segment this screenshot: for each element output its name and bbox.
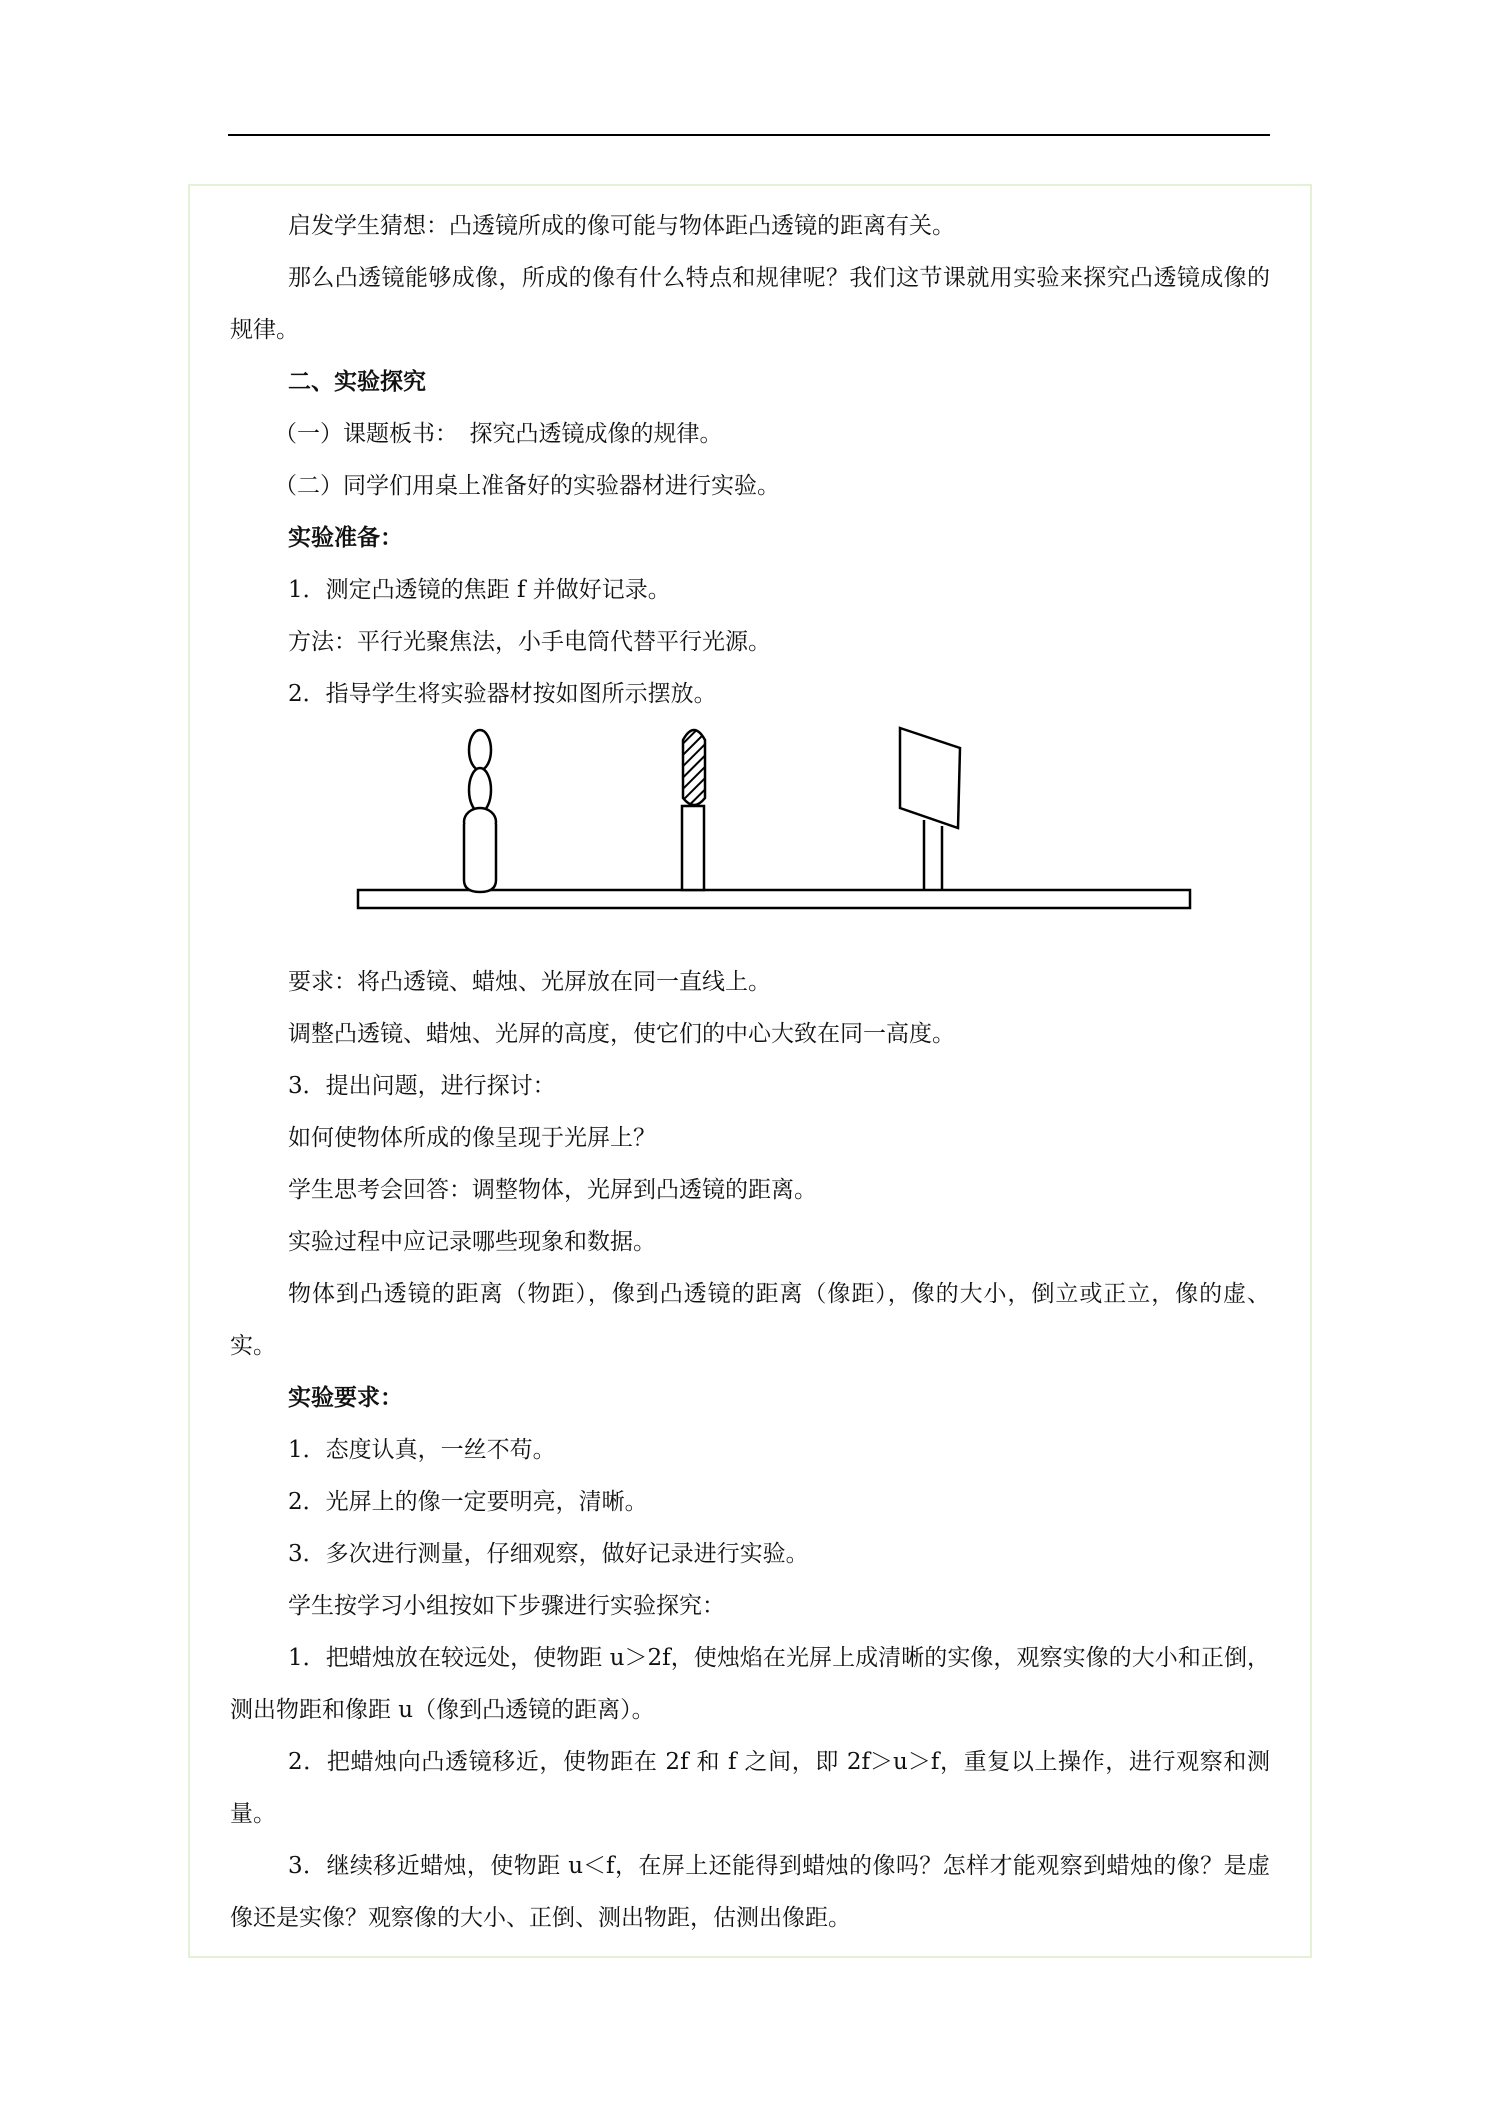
paragraph: 那么凸透镜能够成像，所成的像有什么特点和规律呢？我们这节课就用实验来探究凸透镜成像的规律。 xyxy=(230,265,1270,343)
apparatus-svg xyxy=(230,720,1270,956)
paragraph: 1．态度认真，一丝不苟。 xyxy=(288,1437,556,1463)
light-screen xyxy=(900,728,960,890)
paragraph: 2．把蜡烛向凸透镜移近，使物距在 2f 和 f 之间，即 2f＞u＞f，重复以上操作，进行观察和测量。 xyxy=(230,1749,1270,1827)
document-body xyxy=(230,200,1270,1944)
paragraph: （二）同学们用桌上准备好的实验器材进行实验。 xyxy=(274,473,780,499)
paragraph: 启发学生猜想：凸透镜所成的像可能与物体距凸透镜的距离有关。 xyxy=(288,213,955,239)
section-heading: 二、实验探究 xyxy=(288,368,426,395)
paragraph: 2．指导学生将实验器材按如图所示摆放。 xyxy=(288,681,717,707)
paragraph: 2．光屏上的像一定要明亮，清晰。 xyxy=(288,1489,648,1515)
paragraph: 调整凸透镜、蜡烛、光屏的高度，使它们的中心大致在同一高度。 xyxy=(288,1021,955,1047)
paragraph: 3．多次进行测量，仔细观察，做好记录进行实验。 xyxy=(288,1541,809,1567)
paragraph: 3．继续移近蜡烛，使物距 u＜f，在屏上还能得到蜡烛的像吗？怎样才能观察到蜡烛的像？是虚像还是实像？观察像的大小、正倒、测出物距，估测出像距。 xyxy=(230,1853,1270,1931)
convex-lens xyxy=(682,730,705,890)
section-heading: 实验准备： xyxy=(288,524,403,551)
candle-object xyxy=(464,730,496,892)
paragraph: 学生按学习小组按如下步骤进行实验探究： xyxy=(288,1593,725,1619)
apparatus-diagram xyxy=(230,720,1270,956)
paragraph: 实验过程中应记录哪些现象和数据。 xyxy=(288,1229,656,1255)
paragraph: 学生思考会回答：调整物体，光屏到凸透镜的距离。 xyxy=(288,1177,817,1203)
header-rule xyxy=(228,134,1270,136)
paragraph: 1．测定凸透镜的焦距 f 并做好记录。 xyxy=(288,577,671,603)
section-heading: 实验要求： xyxy=(288,1384,403,1411)
paragraph: 1．把蜡烛放在较远处，使物距 u＞2f，使烛焰在光屏上成清晰的实像，观察实像的大小和正倒，测出物距和像距 u（像到凸透镜的距离）。 xyxy=(230,1645,1270,1723)
paragraph: 3．提出问题，进行探讨： xyxy=(288,1073,556,1099)
paragraph: （一）课题板书： 探究凸透镜成像的规律。 xyxy=(274,421,723,447)
paragraph: 物体到凸透镜的距离（物距），像到凸透镜的距离（像距），像的大小，倒立或正立，像的虚、实。 xyxy=(230,1281,1270,1359)
paragraph: 方法：平行光聚焦法，小手电筒代替平行光源。 xyxy=(288,629,771,655)
paragraph: 要求：将凸透镜、蜡烛、光屏放在同一直线上。 xyxy=(288,969,771,995)
paragraph: 如何使物体所成的像呈现于光屏上？ xyxy=(288,1125,656,1151)
